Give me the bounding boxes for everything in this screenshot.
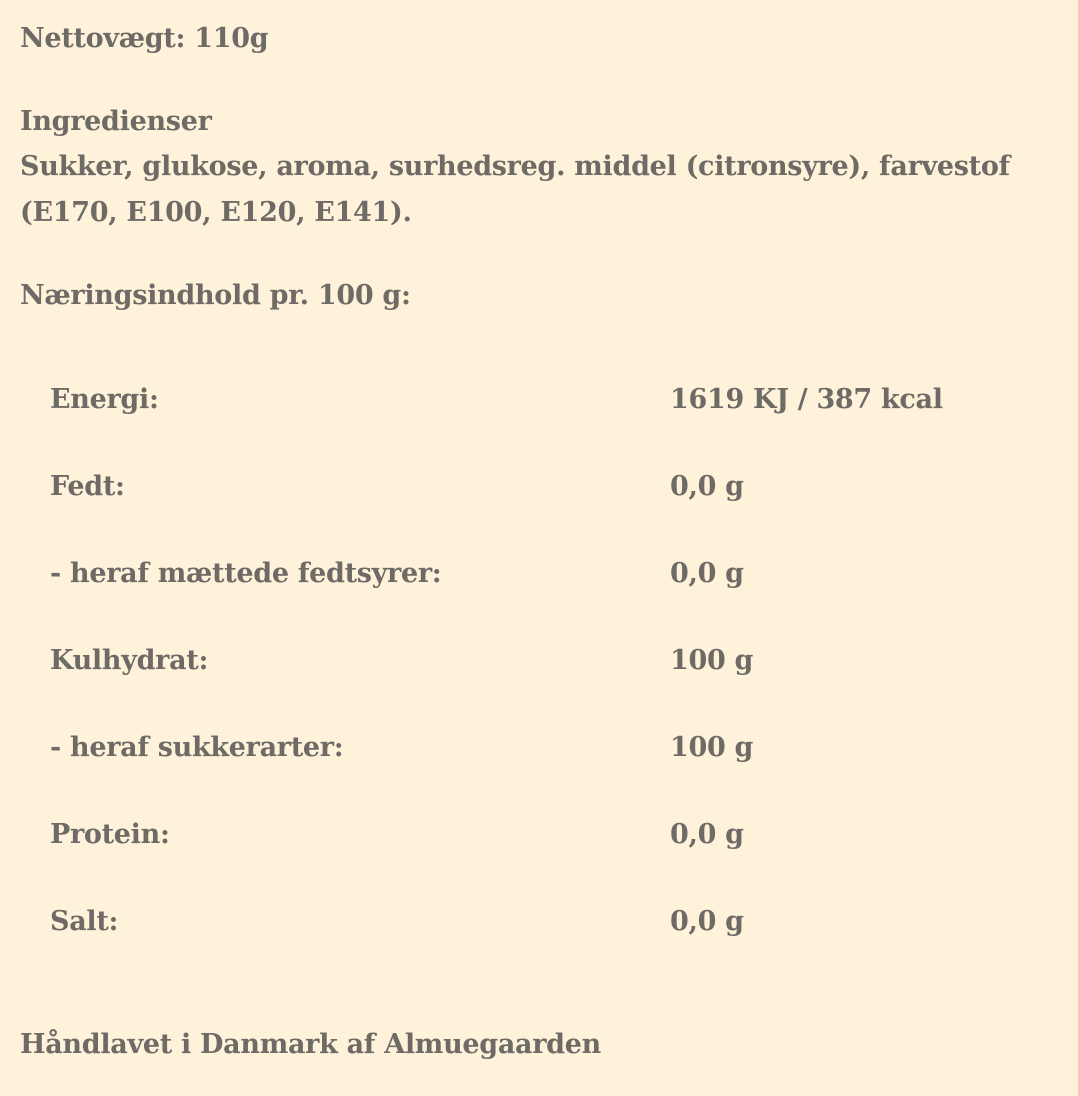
nutrition-value: 1619 KJ / 387 kcal (670, 384, 943, 415)
origin-footer: Håndlavet i Danmark af Almuegaarden (20, 1029, 601, 1060)
nutrition-row-sugars (50, 704, 1050, 791)
nutrition-label: - heraf sukkerarter: (50, 732, 344, 763)
ingredients-heading: Ingredienser (20, 106, 212, 137)
nutrition-value: 0,0 g (670, 819, 744, 850)
nutrition-label: Protein: (50, 819, 170, 850)
nutrition-table (50, 356, 1050, 965)
nutrition-label: - heraf mættede fedtsyrer: (50, 558, 442, 589)
nutrition-label: Salt: (50, 906, 119, 937)
nutrition-row-energy (50, 356, 1050, 443)
nutrition-value: 100 g (670, 645, 754, 676)
nutrition-row-carbohydrate (50, 617, 1050, 704)
nutrition-row-protein (50, 791, 1050, 878)
nutrition-value: 0,0 g (670, 906, 744, 937)
nutrition-value: 0,0 g (670, 558, 744, 589)
nutrition-value: 0,0 g (670, 471, 744, 502)
nutrition-row-salt (50, 878, 1050, 965)
ingredients-text: Sukker, glukose, aroma, surhedsreg. middel (citronsyre), farvestof (E170, E100, E120, E141). (20, 151, 1010, 228)
nutrition-value: 100 g (670, 732, 754, 763)
nutrition-row-saturated-fat (50, 530, 1050, 617)
nutrition-label: Kulhydrat: (50, 645, 209, 676)
nutrition-row-fat (50, 443, 1050, 530)
nutrition-label: Energi: (50, 384, 159, 415)
nutrition-heading: Næringsindhold pr. 100 g: (20, 280, 411, 311)
nutrition-label: Fedt: (50, 471, 125, 502)
net-weight: Nettovægt: 110g (20, 23, 269, 54)
